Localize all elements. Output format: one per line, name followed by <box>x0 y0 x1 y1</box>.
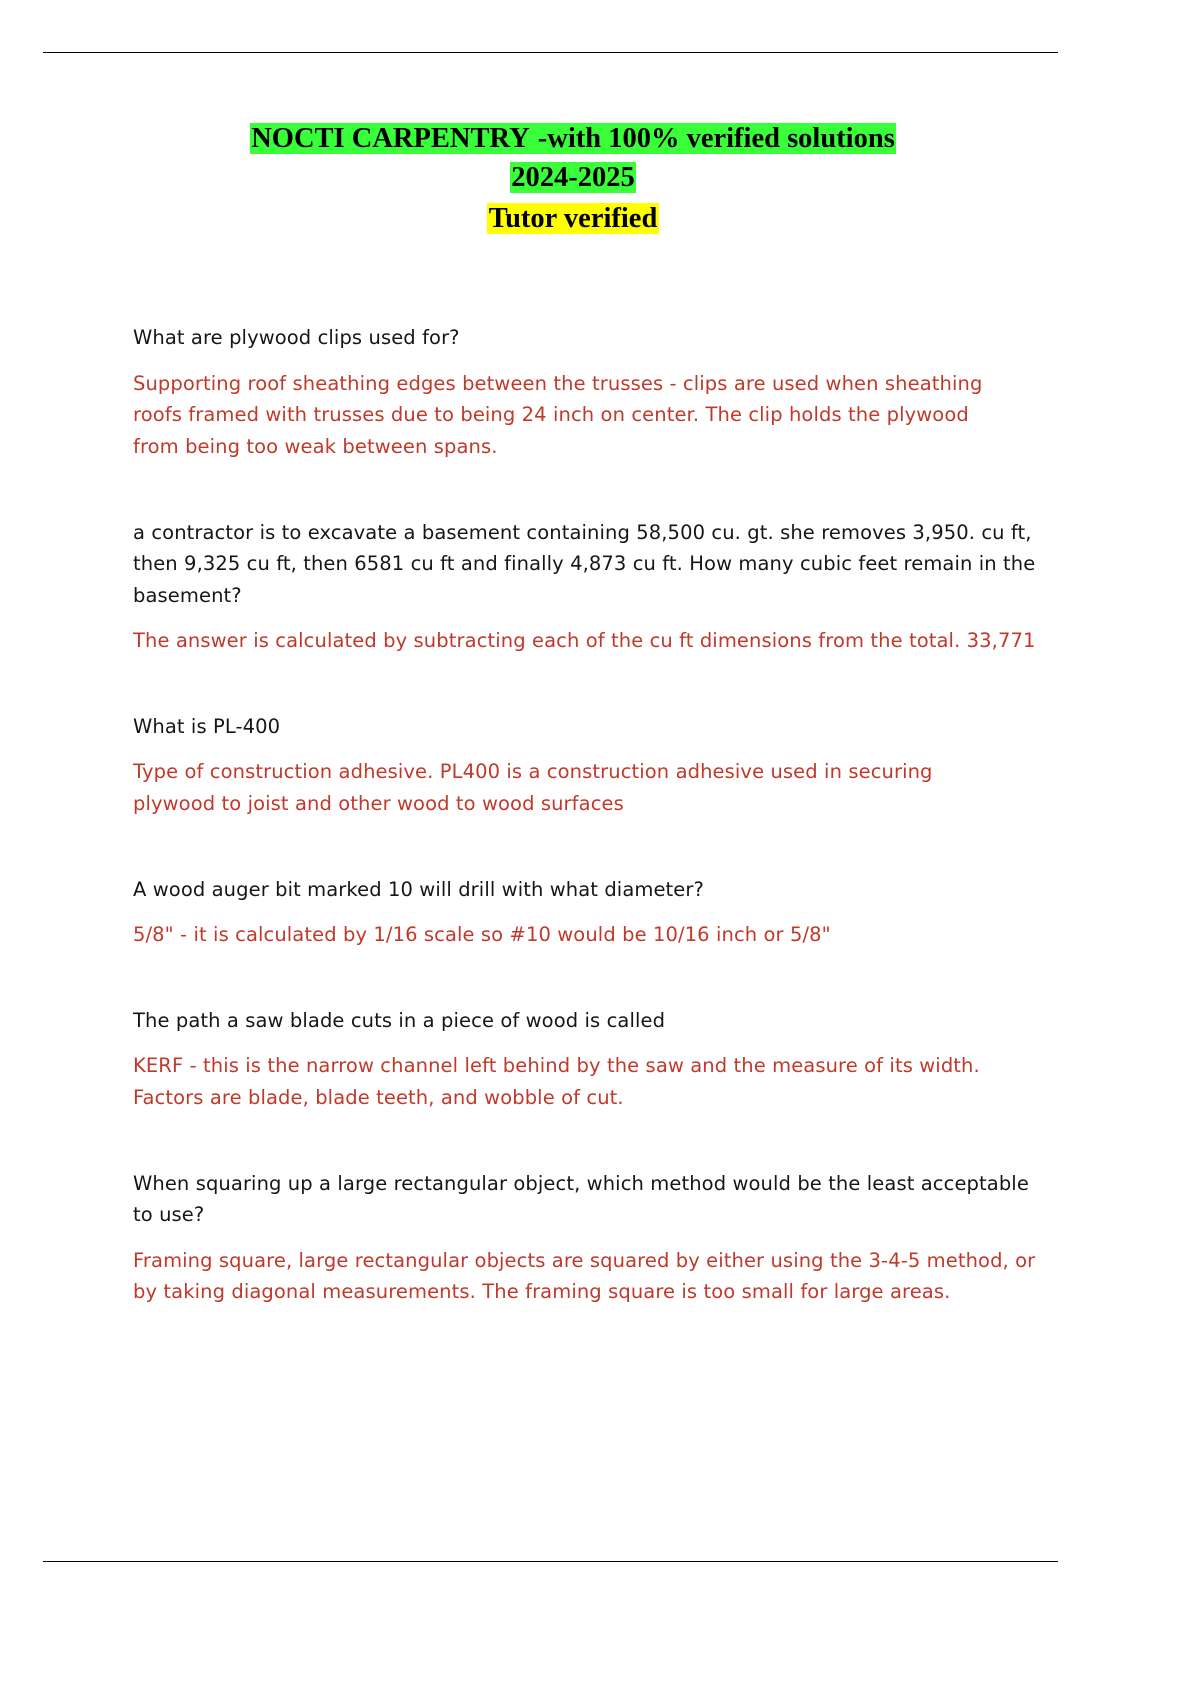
qa-item <box>133 874 1013 951</box>
question-text: a contractor is to excavate a basement containing 58,500 cu. gt. she removes 3,950. cu ft, then 9,325 cu ft, then 6581 cu ft and finally 4,873 cu ft. How many cubic feet remain in the basement? <box>133 520 1036 607</box>
footer-divider <box>43 1561 1058 1562</box>
qa-item <box>133 1168 1036 1308</box>
document-content <box>133 120 1036 1362</box>
answer-text: Framing square, large rectangular objects are squared by either using the 3-4-5 method, or by taking diagonal measurements. The framing square is too small for large areas. <box>133 1248 1036 1304</box>
document-title <box>133 120 1013 238</box>
answer-text: 5/8" - it is calculated by 1/16 scale so #10 would be 10/16 inch or 5/8" <box>133 923 831 947</box>
answer-text: KERF - this is the narrow channel left behind by the saw and the measure of its width. Factors are blade, blade teeth, and wobble of cut. <box>133 1054 980 1109</box>
question-text: What are plywood clips used for? <box>133 326 460 350</box>
title-line-2: 2024-2025 <box>511 161 635 193</box>
question-text: A wood auger bit marked 10 will drill with what diameter? <box>133 877 704 901</box>
header-divider <box>43 52 1058 53</box>
title-line-3: Tutor verified <box>488 202 658 234</box>
qa-list <box>133 322 1036 1308</box>
qa-item <box>133 711 1013 820</box>
qa-item <box>133 1005 1013 1114</box>
answer-text: Supporting roof sheathing edges between the trusses - clips are used when sheathing roofs framed with trusses due to being 24 inch on center. The clip holds the plywood from being too weak between spans. <box>133 371 983 458</box>
question-text: What is PL-400 <box>133 714 281 738</box>
question-text: The path a saw blade cuts in a piece of wood is called <box>133 1008 666 1032</box>
qa-item <box>133 517 1036 657</box>
answer-text: Type of construction adhesive. PL400 is a construction adhesive used in securing plywood to joist and other wood to wood surfaces <box>133 760 933 816</box>
answer-text: The answer is calculated by subtracting each of the cu ft dimensions from the total. 33,771 <box>133 629 1036 653</box>
question-text: When squaring up a large rectangular object, which method would be the least acceptable to use? <box>133 1171 1029 1227</box>
qa-item <box>133 322 1013 462</box>
title-part-1: NOCTI CARPENTRY <box>251 123 536 154</box>
title-part-2: -with 100% verified solutions <box>537 123 895 154</box>
